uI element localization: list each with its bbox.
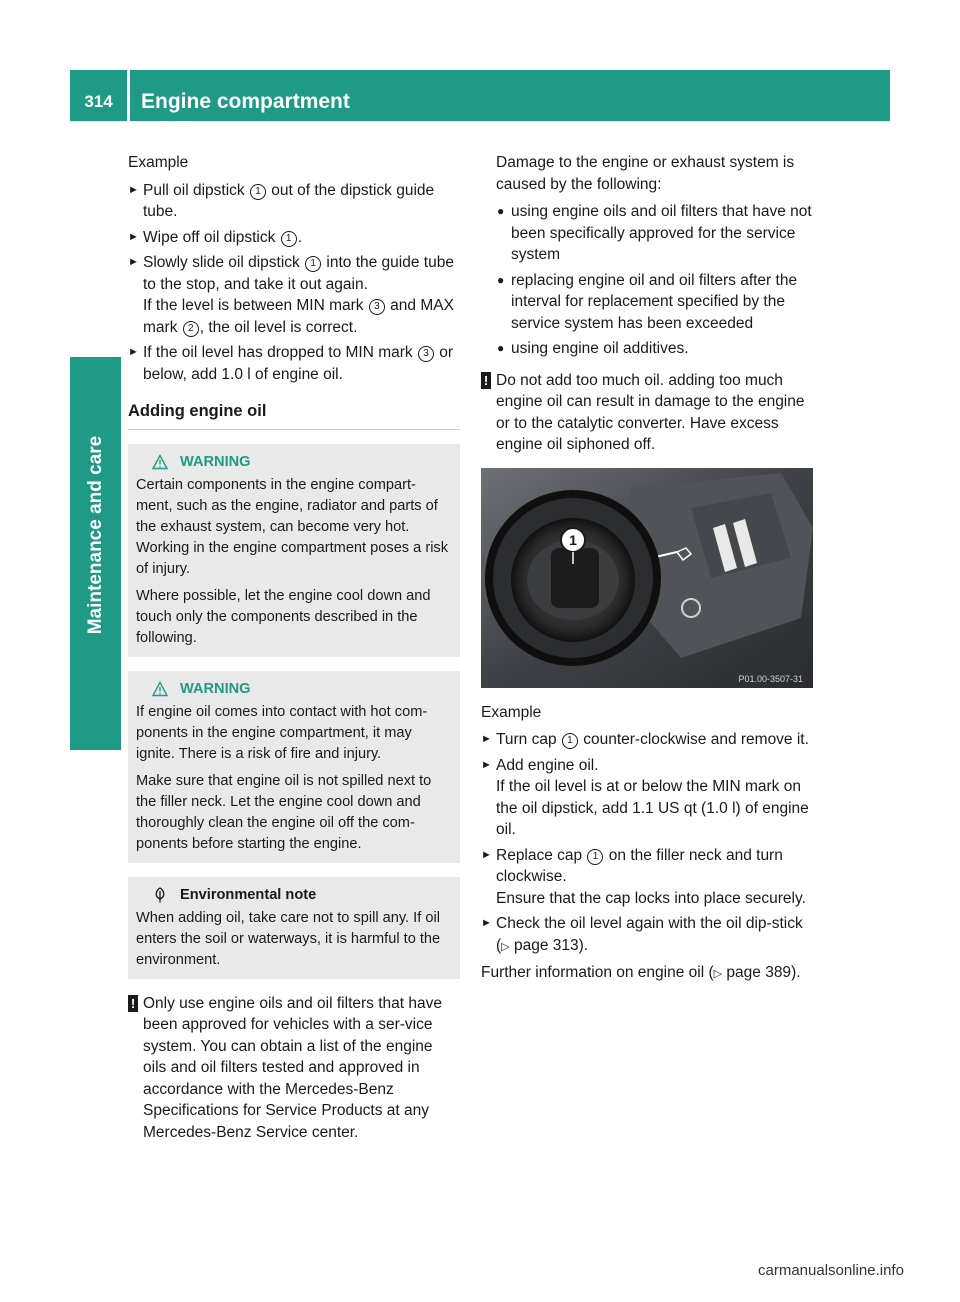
step-arrow-icon: ► <box>128 183 139 196</box>
right-column <box>481 152 813 994</box>
warning-box <box>128 444 460 657</box>
step-arrow-icon: ► <box>481 733 492 745</box>
page-reference[interactable]: page 313 <box>513 936 579 954</box>
section-heading: Adding engine oil <box>128 401 460 430</box>
leaf-icon <box>152 887 168 903</box>
further-info: Further information on engine oil (▷ page 389). <box>481 964 801 981</box>
callout-number: 2 <box>183 321 199 337</box>
warning-text: Make sure that engine oil is not spilled next to the filler neck. Let the engine cool down and thoroughly clean the engine oil off the com-ponents before starting the engine. <box>136 772 432 852</box>
warning-box <box>128 671 460 863</box>
instruction-step: ► Wipe off oil dipstick 1 . <box>128 227 460 249</box>
engine-illustration <box>481 468 813 688</box>
warning-title: WARNING <box>138 679 452 700</box>
callout-number: 3 <box>418 346 434 362</box>
warning-text: Certain components in the engine compart-ment, such as the engine, radiator and parts of the exhaust system, can become very hot. Working in the engine compartment poses a risk of injury. <box>136 476 449 577</box>
exclamation-icon: ! <box>481 372 491 389</box>
environmental-note-box <box>128 877 460 979</box>
page-reference[interactable]: page 389 <box>726 964 792 981</box>
list-item: ● replacing engine oil and oil filters after the interval for replacement specified by the service system has been exceeded <box>497 271 798 332</box>
callout-number: 1 <box>305 256 321 272</box>
step-arrow-icon: ► <box>128 256 139 268</box>
warning-title: WARNING <box>138 452 452 473</box>
notice-paragraph: ! Do not add too much oil. adding too much engine oil can result in damage to the engine or to the catalytic converter. Have excess engine oil siphoned off. <box>481 370 813 456</box>
chapter-title: Engine compartment <box>141 90 350 113</box>
instruction-step: ► Turn cap 1 counter-clockwise and remove it. <box>481 729 813 751</box>
list-item: ● using engine oils and oil filters that have not been specifically approved for the service system <box>497 203 812 263</box>
instruction-step: ► Slowly slide oil dipstick 1 into the guide tube to the stop, and take it out again. If the level is between MIN mark 3 and MAX mark 2 , the oil level is correct. <box>128 254 454 336</box>
photo-callout: 1 <box>569 531 577 548</box>
damage-intro: Damage to the engine or exhaust system is caused by the following: <box>496 154 795 193</box>
warning-triangle-icon <box>152 454 168 470</box>
bullet-icon: ● <box>497 204 505 218</box>
instruction-step: ► Add engine oil. If the oil level is at or below the MIN mark on the oil dipstick, add 1.1 US qt (1.0 l) of engine oil. <box>481 756 809 838</box>
step-arrow-icon: ► <box>128 346 139 358</box>
warning-text: Where possible, let the engine cool down and touch only the components described in the following. <box>136 587 431 646</box>
step-arrow-icon: ► <box>128 230 139 243</box>
example-label: Example <box>481 703 542 721</box>
notice-paragraph: ! Only use engine oils and oil filters that have been approved for vehicles with a ser-vice system. You can obtain a list of the engine oils and oil filters tested and approved in accordance with the Mercedes-Benz Specifications for Service Products at any Mercedes-Benz Service center. <box>128 993 460 1144</box>
step-arrow-icon: ► <box>481 848 492 861</box>
page-header <box>70 70 890 121</box>
photo-code: P01.00-3507-31 <box>738 673 803 684</box>
exclamation-icon: ! <box>128 995 138 1012</box>
callout-number: 1 <box>562 733 578 749</box>
environmental-note-title: Environmental note <box>138 885 452 906</box>
callout-number: 1 <box>587 849 603 865</box>
instruction-step: ► Replace cap 1 on the filler neck and turn clockwise. Ensure that the cap locks into place securely. <box>481 846 806 907</box>
callout-number: 1 <box>250 184 266 200</box>
step-arrow-icon: ► <box>481 758 492 771</box>
environmental-note-text: When adding oil, take care not to spill any. If oil enters the soil or waterways, it is harmful to the environment. <box>136 909 441 968</box>
step-arrow-icon: ► <box>481 917 492 929</box>
header-divider <box>127 70 130 121</box>
warning-text: If engine oil comes into contact with hot com-ponents in the engine compartment, it may ignite. There is a risk of fire and injury. <box>136 703 428 762</box>
side-tab-label: Maintenance and care <box>85 435 106 635</box>
page-ref-arrow-icon: ▷ <box>713 968 723 980</box>
page-ref-arrow-icon: ▷ <box>501 940 510 953</box>
list-item: ● using engine oil additives. <box>496 338 813 360</box>
warning-triangle-icon <box>152 681 168 697</box>
bullet-icon: ● <box>497 272 505 287</box>
callout-number: 3 <box>369 299 385 315</box>
instruction-step: ► Pull oil dipstick 1 out of the dipstick guide tube. <box>128 181 435 220</box>
page-number: 314 <box>84 92 113 111</box>
example-label: Example <box>128 154 189 171</box>
callout-number: 1 <box>281 231 297 247</box>
bullet-icon: ● <box>497 341 505 355</box>
instruction-step: ► Check the oil level again with the oil dip-stick (▷ page 313). <box>481 915 803 954</box>
watermark[interactable]: carmanualsonline.info <box>758 1262 904 1279</box>
left-column <box>128 152 460 1151</box>
engine-photo <box>481 468 813 688</box>
instruction-step: ► If the oil level has dropped to MIN mark 3 or below, add 1.0 l of engine oil. <box>128 344 454 383</box>
